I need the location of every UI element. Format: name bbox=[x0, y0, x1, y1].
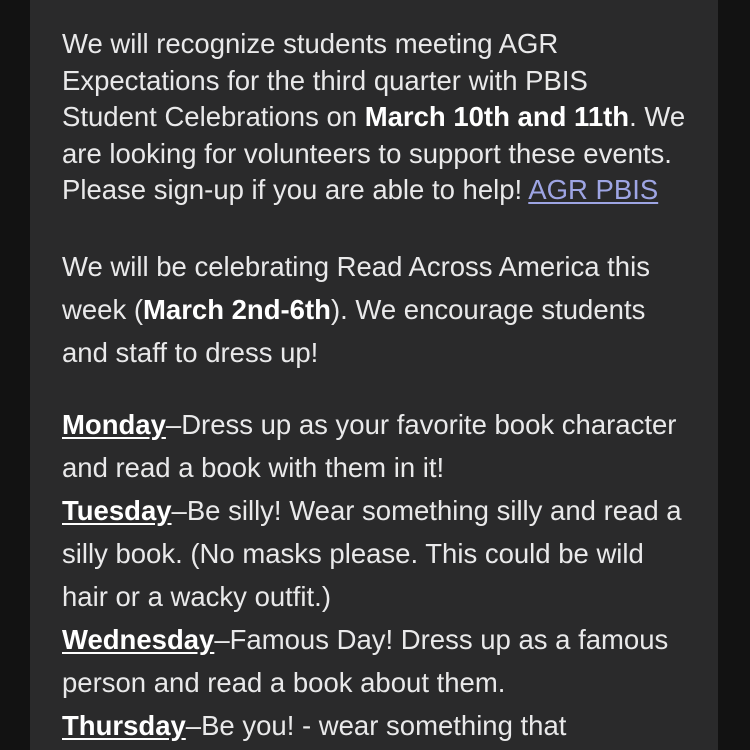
day-description: Dress up as your favorite book character and read a book with them in it! bbox=[62, 408, 677, 483]
pbis-text-after: . We are looking for volunteers to support these events. Please sign-up if you are able to help! bbox=[62, 101, 686, 205]
read-across-paragraph bbox=[62, 245, 688, 374]
day-item-wednesday bbox=[62, 618, 688, 704]
pbis-paragraph bbox=[62, 26, 688, 209]
day-item-monday bbox=[62, 403, 688, 489]
agr-pbis-link[interactable]: AGR PBIS bbox=[528, 174, 659, 205]
day-separator: – bbox=[171, 494, 187, 526]
day-description: Famous Day! Dress up as a famous person and read a book about them. bbox=[62, 623, 669, 698]
day-item-thursday bbox=[62, 704, 688, 747]
day-item-tuesday bbox=[62, 489, 688, 618]
day-name: Thursday bbox=[62, 709, 186, 741]
read-across-text-before: We will be celebrating Read Across America this week ( bbox=[62, 250, 650, 325]
read-across-text-after: ). We encourage students and staff to dress up! bbox=[62, 293, 646, 368]
day-name: Tuesday bbox=[62, 494, 172, 526]
day-name: Monday bbox=[62, 408, 166, 440]
day-description: Be silly! Wear something silly and read a silly book. (No masks please. This could be wild hair or a wacky outfit.) bbox=[62, 494, 682, 612]
day-name: Wednesday bbox=[62, 623, 215, 655]
day-separator: – bbox=[165, 408, 182, 440]
pbis-dates: March 10th and 11th bbox=[364, 101, 630, 132]
day-separator: – bbox=[214, 623, 230, 655]
message-body bbox=[62, 26, 688, 747]
day-description: Be you! - wear something that bbox=[201, 709, 567, 741]
read-across-dates: March 2nd-6th bbox=[143, 293, 331, 325]
day-separator: – bbox=[185, 709, 202, 741]
pbis-text-before: We will recognize students meeting AGR Expectations for the third quarter with PBIS Student Celebrations on bbox=[62, 28, 588, 132]
dress-up-days-list bbox=[62, 403, 688, 747]
